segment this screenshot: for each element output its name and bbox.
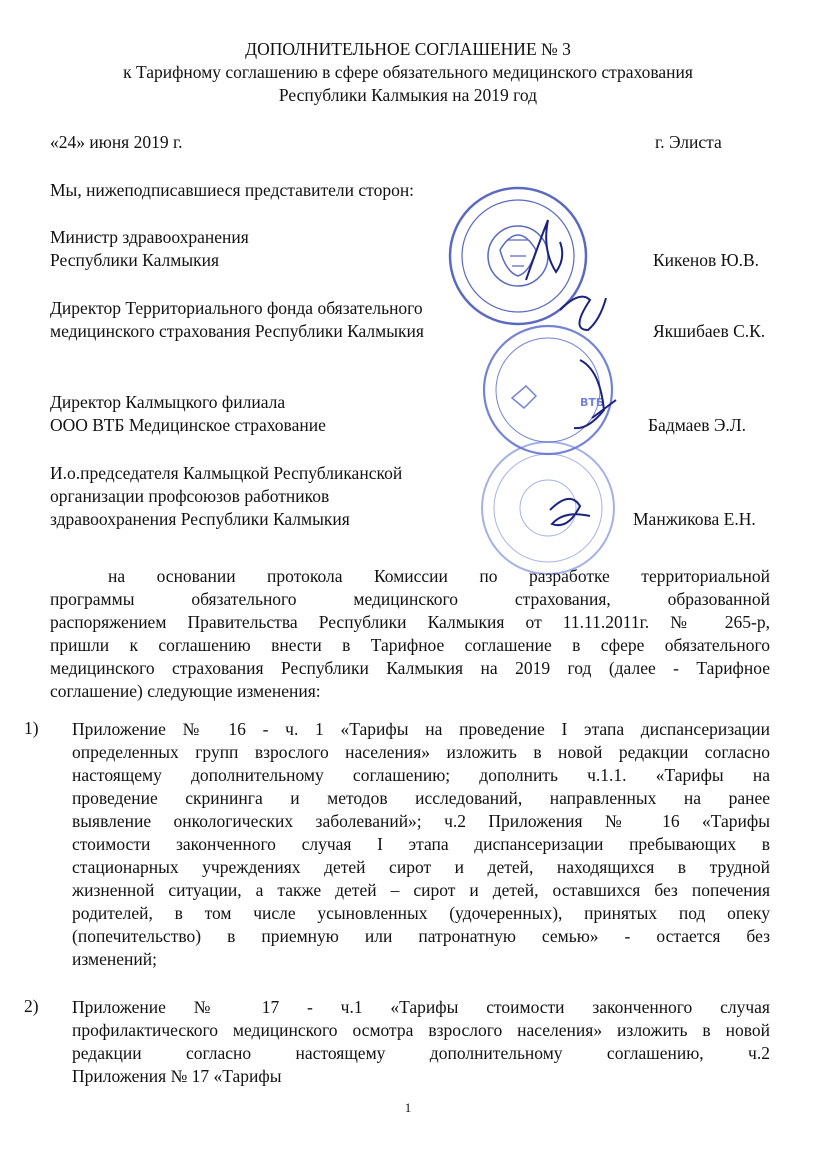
signatory-4-name: Манжикова Е.Н.	[633, 509, 756, 529]
preamble-line-4: пришли к соглашению внести в Тарифное соглашение в сфере обязательного	[50, 635, 770, 655]
page-number: 1	[404, 1100, 412, 1115]
item-1-number: 1)	[24, 718, 39, 738]
item-1-line-3: настоящему дополнительному соглашению; дополнить ч.1.1. «Тарифы на	[72, 765, 770, 785]
agreement-city: г. Элиста	[655, 132, 722, 152]
signatory-1-position-line-2: Республики Калмыкия	[50, 250, 220, 270]
document-subtitle-line-2: Республики Калмыкия на 2019 год	[278, 85, 538, 105]
signatory-2-position-line-2: медицинского страхования Республики Калмыкия	[50, 321, 424, 341]
item-2-line-3: редакции согласно настоящему дополнительному соглашению, ч.2	[72, 1043, 770, 1063]
item-2-line-4: Приложения № 17 «Тарифы	[72, 1066, 282, 1086]
item-2-line-1: Приложение № 17 - ч.1 «Тарифы стоимости законченного случая	[72, 997, 770, 1017]
preamble-line-1: на основании протокола Комиссии по разработке территориальной	[108, 566, 770, 586]
item-1-line-8: жизненной ситуации, а также детей – сирот и детей, оставшихся без попечения	[72, 880, 770, 900]
signatory-1-position-line-1: Министр здравоохранения	[50, 227, 249, 247]
signatory-1-name: Кикенов Ю.В.	[653, 250, 760, 270]
item-1-line-11: изменений;	[72, 949, 157, 969]
item-2-line-2: профилактического медицинского осмотра взрослого населения» изложить в новой	[72, 1020, 770, 1040]
signatory-2-name: Якшибаев С.К.	[653, 321, 766, 341]
document-subtitle-line-1: к Тарифному соглашению в сфере обязательного медицинского страхования	[123, 62, 693, 82]
union-stamp	[482, 442, 614, 574]
item-1-line-5: выявление онкологических заболеваний»; ч.2 Приложения № 16 «Тарифы	[72, 811, 770, 831]
item-1-line-1: Приложение № 16 - ч. 1 «Тарифы на проведение I этапа диспансеризации	[72, 719, 770, 739]
item-1-line-6: стоимости законченного случая I этапа диспансеризации пребывающих в	[72, 834, 770, 854]
signatory-3-position-line-1: Директор Калмыцкого филиала	[50, 392, 286, 412]
signatory-4-position-line-3: здравоохранения Республики Калмыкия	[50, 509, 350, 529]
signatory-4-position-line-1: И.о.председателя Калмыцкой Республиканской	[50, 463, 403, 483]
signature-4	[550, 499, 590, 525]
signatory-4-position-line-2: организации профсоюзов работников	[50, 486, 330, 506]
signatory-2-position-line-1: Директор Территориального фонда обязательного	[50, 298, 423, 318]
item-1-line-2: определенных групп взрослого населения» изложить в новой редакции согласно	[72, 742, 770, 762]
preamble-line-2: программы обязательного медицинского страхования, образованной	[50, 589, 770, 609]
item-1-line-7: стационарных учреждениях детей сирот и детей, находящихся в трудной	[72, 857, 770, 877]
agreement-date: «24» июня 2019 г.	[50, 132, 183, 152]
preamble-line-5: медицинского страхования Республики Калмыкия на 2019 год (далее - Тарифное	[50, 658, 770, 678]
item-1-line-10: (попечительство) в приемную или патронатную семью» - остается без	[72, 926, 770, 946]
stamps-and-signatures	[430, 180, 670, 580]
item-1-line-4: проведение скрининга и методов исследований, направленных на ранее	[72, 788, 770, 808]
svg-text:ВТБ: ВТБ	[580, 396, 605, 409]
intro-text: Мы, нижеподписавшиеся представители сторон:	[50, 180, 415, 200]
item-1-line-9: родителей, в том числе усыновленных (удочеренных), принятых под опеку	[72, 903, 770, 923]
signatory-3-name: Бадмаев Э.Л.	[648, 415, 747, 435]
item-2-number: 2)	[24, 996, 39, 1016]
document-title: ДОПОЛНИТЕЛЬНОЕ СОГЛАШЕНИЕ № 3	[245, 39, 571, 59]
preamble-line-3: распоряжением Правительства Республики Калмыкия от 11.11.2011г. № 265-р,	[50, 612, 770, 632]
signatory-3-position-line-2: ООО ВТБ Медицинское страхование	[50, 415, 326, 435]
preamble-line-6: соглашение) следующие изменения:	[50, 681, 321, 701]
vtb-stamp	[484, 326, 612, 454]
